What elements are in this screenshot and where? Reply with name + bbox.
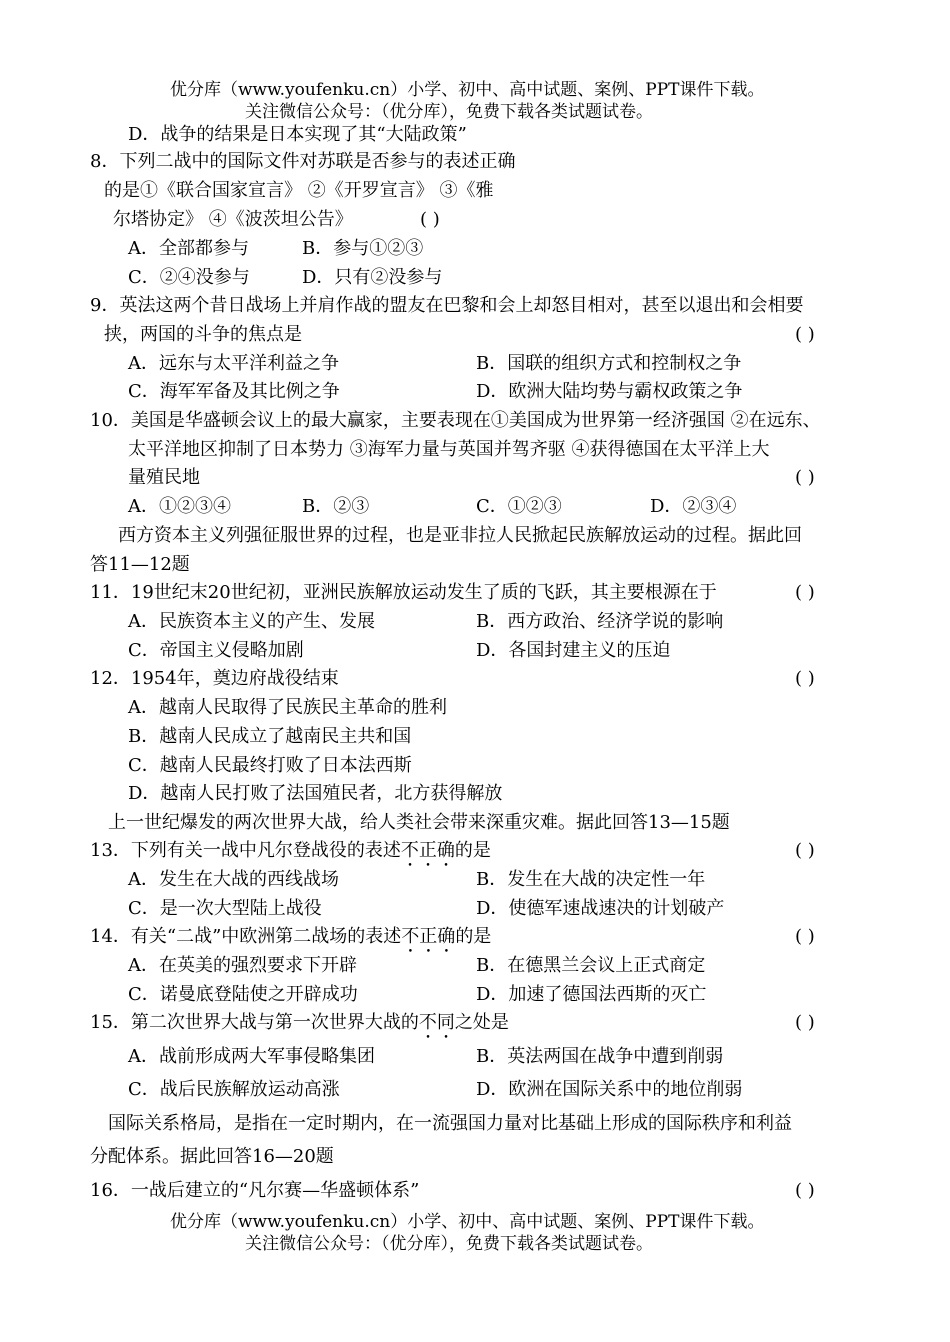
q13-answer-paren: ( ) (795, 840, 815, 861)
q15-stem-emphasis: 不同 (418, 1012, 455, 1033)
q10-stem-line-3: 量殖民地 (128, 467, 200, 488)
q9-stem-line-1: 9．英法这两个昔日战场上并肩作战的盟友在巴黎和会上却怒目相对，甚至以退出和会相要 (90, 295, 804, 316)
q13-stem (90, 839, 491, 871)
intro-16-20-line-2: 分配体系。据此回答16—20题 (90, 1146, 334, 1167)
q11-option-c: C．帝国主义侵略加剧 (128, 640, 304, 661)
q12-option-d: D．越南人民打败了法国殖民者，北方获得解放 (128, 783, 503, 804)
q9-option-b: B．国联的组织方式和控制权之争 (476, 353, 742, 374)
footer-line-1: 优分库（www.youfenku.cn）小学、初中、高中试题、案例、PPT课件下载。 (170, 1212, 765, 1232)
q10-option-b: B．②③ (302, 496, 370, 517)
q12-answer-paren: ( ) (795, 668, 815, 689)
q13-stem-emphasis: 不正确 (400, 840, 455, 861)
q14-option-b: B．在德黑兰会议上正式商定 (476, 955, 706, 976)
header-line-2: 关注微信公众号：（优分库），免费下载各类试题试卷。 (245, 102, 653, 122)
q8-stem-line-2: 的是①《联合国家宣言》 ②《开罗宣言》 ③《雅 (104, 180, 494, 201)
q10-stem-line-1: 10．美国是华盛顿会议上的最大赢家，主要表现在①美国成为世界第一经济强国 ②在远东、 (90, 410, 821, 431)
q15-option-a: A．战前形成两大军事侵略集团 (128, 1046, 375, 1067)
q15-stem-post: 之处是 (454, 1012, 509, 1033)
q9-option-a: A．远东与太平洋利益之争 (128, 353, 339, 374)
q10-option-c: C．①②③ (476, 496, 562, 517)
q13-option-a: A．发生在大战的西线战场 (128, 869, 339, 890)
q8-stem-line-3: 尔塔协定》 ④《波茨坦公告》 (113, 209, 353, 230)
q8-option-a: A．全部都参与 (128, 238, 249, 259)
q8-option-c: C．②④没参与 (128, 267, 250, 288)
q11-stem: 11．19世纪末20世纪初，亚洲民族解放运动发生了质的飞跃，其主要根源在于 (90, 582, 717, 603)
q16-stem: 16．一战后建立的“凡尔赛—华盛顿体系” (90, 1180, 420, 1201)
intro-13-15: 上一世纪爆发的两次世界大战，给人类社会带来深重灾难。据此回答13—15题 (108, 812, 730, 833)
q14-stem-emphasis: 不正确 (401, 926, 456, 947)
q8-stem-line-1: 8．下列二战中的国际文件对苏联是否参与的表述正确 (90, 151, 516, 172)
intro-11-12-line-2: 答11—12题 (90, 554, 190, 575)
header-line-1: 优分库（www.youfenku.cn）小学、初中、高中试题、案例、PPT课件下载。 (170, 80, 765, 100)
q14-stem-pre: 14．有关“二战”中欧洲第二战场的表述 (90, 926, 402, 947)
q9-stem-line-2: 挟，两国的斗争的焦点是 (104, 324, 302, 345)
q12-option-c: C．越南人民最终打败了日本法西斯 (128, 755, 412, 776)
q11-option-d: D．各国封建主义的压迫 (476, 640, 671, 661)
q12-option-a: A．越南人民取得了民族民主革命的胜利 (128, 697, 447, 718)
q9-option-d: D．欧洲大陆均势与霸权政策之争 (476, 381, 743, 402)
q7-option-d: D．战争的结果是日本实现了其“大陆政策” (128, 124, 467, 145)
q15-option-b: B．英法两国在战争中遭到削弱 (476, 1046, 724, 1067)
q15-answer-paren: ( ) (795, 1012, 815, 1033)
q9-answer-paren: ( ) (795, 324, 815, 345)
q11-answer-paren: ( ) (795, 582, 815, 603)
q12-stem: 12．1954年，奠边府战役结束 (90, 668, 339, 689)
q14-stem (90, 925, 491, 957)
q8-option-d: D．只有②没参与 (302, 267, 443, 288)
q14-option-c: C．诺曼底登陆使之开辟成功 (128, 984, 358, 1005)
q13-option-b: B．发生在大战的决定性一年 (476, 869, 706, 890)
q9-option-c: C．海军军备及其比例之争 (128, 381, 340, 402)
q15-stem (90, 1011, 509, 1043)
q14-stem-post: 的是 (455, 926, 492, 947)
q15-stem-pre: 15．第二次世界大战与第一次世界大战的 (90, 1012, 419, 1033)
q14-answer-paren: ( ) (795, 926, 815, 947)
intro-16-20-line-1: 国际关系格局，是指在一定时期内，在一流强国力量对比基础上形成的国际秩序和利益 (108, 1113, 792, 1134)
q11-option-b: B．西方政治、经济学说的影响 (476, 611, 724, 632)
q15-option-d: D．欧洲在国际关系中的地位削弱 (476, 1079, 743, 1100)
intro-11-12-line-1: 西方资本主义列强征服世界的过程，也是亚非拉人民掀起民族解放运动的过程。据此回 (118, 525, 802, 546)
q15-option-c: C．战后民族解放运动高涨 (128, 1079, 340, 1100)
q13-option-c: C．是一次大型陆上战役 (128, 898, 322, 919)
q12-option-b: B．越南人民成立了越南民主共和国 (128, 726, 412, 747)
q14-option-d: D．加速了德国法西斯的灭亡 (476, 984, 707, 1005)
q10-stem-line-2: 太平洋地区抑制了日本势力 ③海军力量与英国并驾齐驱 ④获得德国在太平洋上大 (128, 439, 770, 460)
q13-stem-pre: 13．下列有关一战中凡尔登战役的表述 (90, 840, 401, 861)
q14-option-a: A．在英美的强烈要求下开辟 (128, 955, 357, 976)
q10-option-a: A．①②③④ (128, 496, 231, 517)
q13-stem-post: 的是 (454, 840, 491, 861)
q11-option-a: A．民族资本主义的产生、发展 (128, 611, 375, 632)
q8-answer-paren: ( ) (420, 209, 440, 230)
q10-answer-paren: ( ) (795, 467, 815, 488)
footer-line-2: 关注微信公众号：（优分库），免费下载各类试题试卷。 (245, 1234, 653, 1254)
q8-option-b: B．参与①②③ (302, 238, 424, 259)
q13-option-d: D．使德军速战速决的计划破产 (476, 898, 725, 919)
q10-option-d: D．②③④ (650, 496, 737, 517)
q16-answer-paren: ( ) (795, 1180, 815, 1201)
